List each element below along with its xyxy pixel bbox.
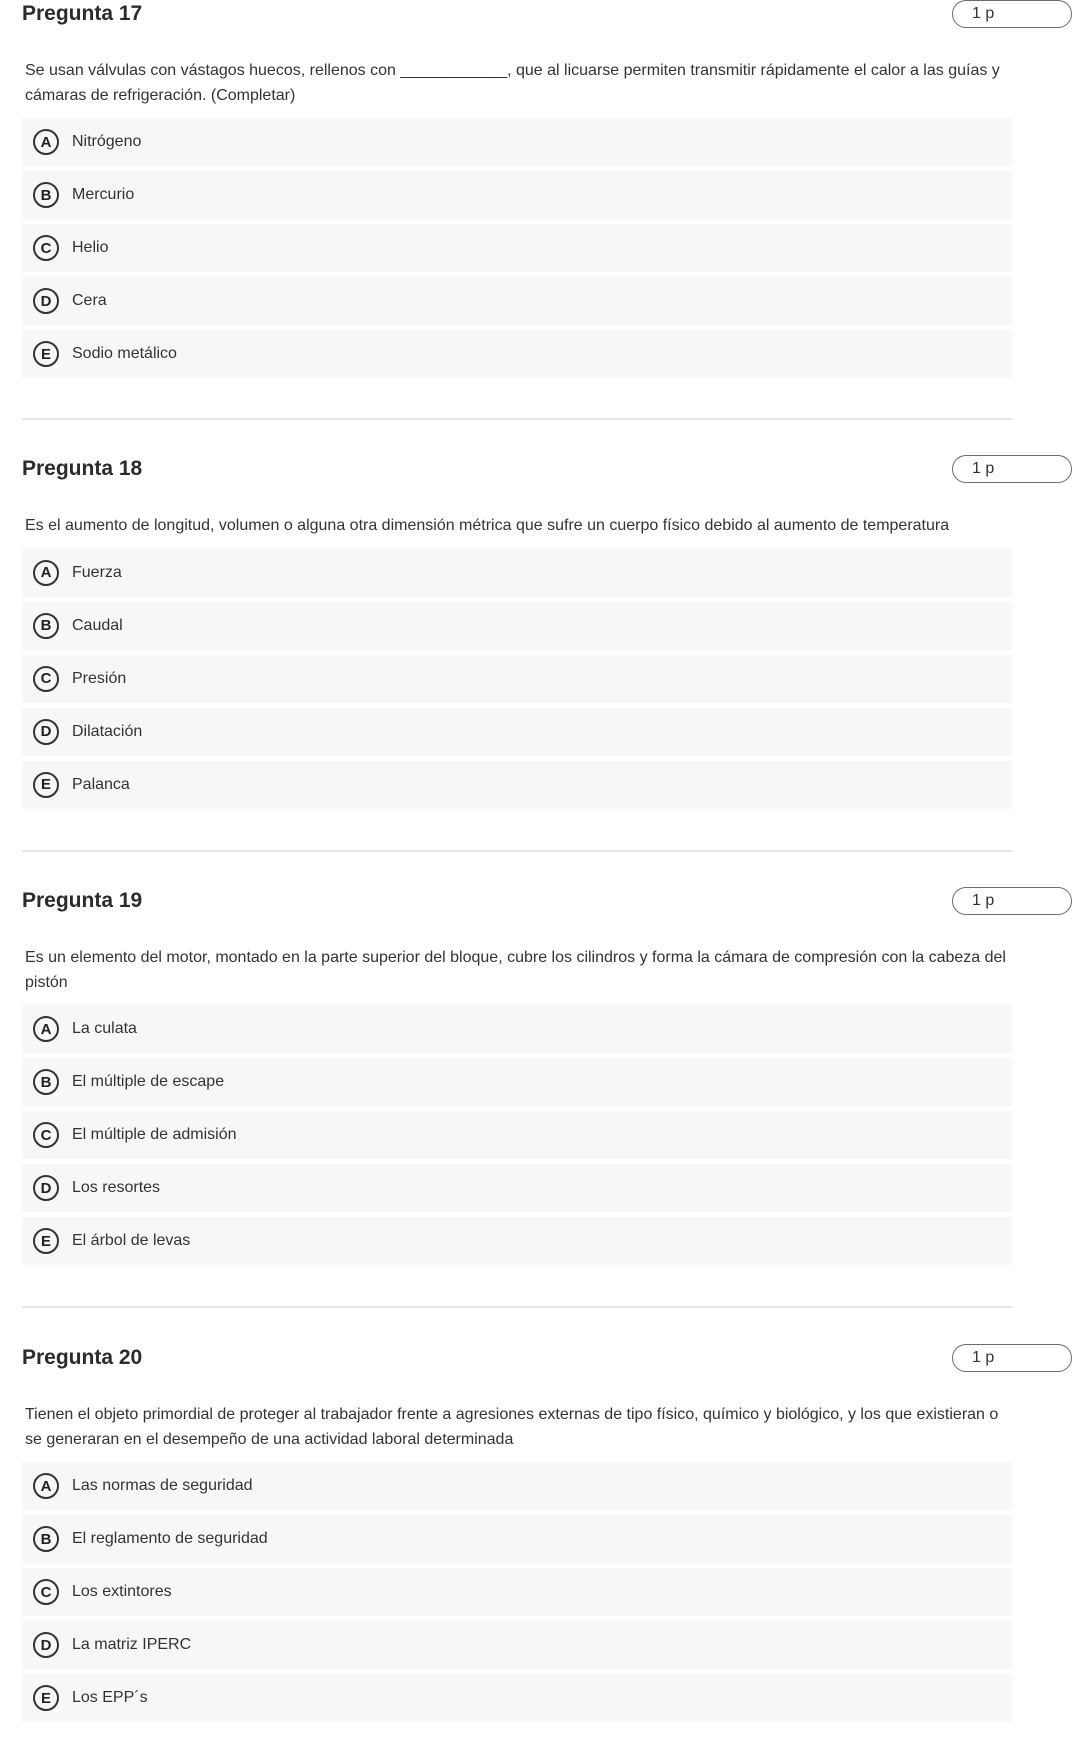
option-letter-badge: D	[33, 719, 59, 745]
question-title: Pregunta 18	[22, 457, 143, 480]
option-letter-badge: D	[33, 288, 59, 314]
option-letter-badge: B	[33, 1526, 59, 1552]
option-label: Helio	[72, 239, 109, 256]
option-label: El múltiple de admisión	[72, 1126, 237, 1143]
option-label: Nitrógeno	[72, 133, 142, 150]
option-label: Sodio metálico	[72, 345, 177, 362]
question-text: Se usan válvulas con vástagos huecos, rellenos con ____________, que al licuarse permiten transmitir rápidamente el calor a las guías y cámaras de refrigeración. (Completar)	[25, 62, 1000, 104]
option-b[interactable]	[22, 1058, 1012, 1106]
options-list	[22, 118, 1012, 378]
option-c[interactable]	[22, 1111, 1012, 1159]
option-letter-badge: C	[33, 1122, 59, 1148]
question-header	[22, 1344, 1012, 1374]
option-e[interactable]	[22, 761, 1012, 809]
option-a[interactable]	[22, 118, 1012, 166]
option-d[interactable]	[22, 1164, 1012, 1212]
options-list	[22, 1005, 1012, 1265]
points-badge: 1 p	[952, 455, 1072, 483]
option-d[interactable]	[22, 708, 1012, 756]
option-letter-badge: C	[33, 1579, 59, 1605]
option-label: Los EPP´s	[72, 1689, 148, 1706]
option-c[interactable]	[22, 1568, 1012, 1616]
option-letter-badge: C	[33, 666, 59, 692]
option-b[interactable]	[22, 171, 1012, 219]
option-letter-badge: A	[33, 560, 59, 586]
option-letter-badge: C	[33, 235, 59, 261]
section-divider	[22, 850, 1012, 852]
option-label: Presión	[72, 669, 127, 687]
option-label: Caudal	[72, 616, 123, 634]
option-letter-badge: B	[33, 182, 59, 208]
option-e[interactable]	[22, 1674, 1012, 1722]
points-badge: 1 p	[952, 887, 1072, 915]
option-letter-badge: A	[33, 129, 59, 155]
option-letter-badge: A	[33, 1016, 59, 1042]
option-b[interactable]	[22, 1515, 1012, 1563]
option-a[interactable]	[22, 1462, 1012, 1510]
option-letter-badge: B	[33, 613, 59, 639]
question-header	[22, 887, 1012, 917]
option-e[interactable]	[22, 1217, 1012, 1265]
question-title: Pregunta 19	[22, 889, 143, 912]
option-letter-badge: E	[33, 1685, 59, 1711]
question-text: Es el aumento de longitud, volumen o alguna otra dimensión métrica que sufre un cuerpo físico debido al aumento de temperatura	[25, 517, 950, 534]
option-label: El reglamento de seguridad	[72, 1530, 268, 1547]
option-letter-badge: E	[33, 341, 59, 367]
option-d[interactable]	[22, 277, 1012, 325]
option-d[interactable]	[22, 1621, 1012, 1669]
option-c[interactable]	[22, 224, 1012, 272]
option-label: El múltiple de escape	[72, 1073, 225, 1090]
question-20	[22, 1344, 1012, 1727]
question-18	[22, 455, 1012, 814]
option-label: Dilatación	[72, 722, 143, 740]
option-label: La culata	[72, 1020, 137, 1037]
option-c[interactable]	[22, 655, 1012, 703]
option-label: Fuerza	[72, 563, 122, 581]
section-divider	[22, 1306, 1012, 1308]
option-label: La matriz IPERC	[72, 1636, 192, 1653]
option-label: Los extintores	[72, 1583, 172, 1600]
question-19	[22, 887, 1012, 1270]
question-text: Tienen el objeto primordial de proteger al trabajador frente a agresiones externas de tipo físico, químico y biológico, y los que existieran o se generaran en el desempeño de una actividad laboral determinada	[25, 1406, 999, 1448]
options-list	[22, 549, 1012, 809]
option-label: El árbol de levas	[72, 1232, 191, 1249]
option-label: Cera	[72, 292, 107, 309]
question-17	[22, 0, 1012, 383]
option-label: Mercurio	[72, 186, 135, 203]
option-a[interactable]	[22, 549, 1012, 597]
question-title: Pregunta 20	[22, 1346, 143, 1369]
option-e[interactable]	[22, 330, 1012, 378]
question-header	[22, 455, 1012, 485]
question-text: Es un elemento del motor, montado en la parte superior del bloque, cubre los cilindros y forma la cámara de compresión con la cabeza del pistón	[25, 949, 1006, 991]
option-a[interactable]	[22, 1005, 1012, 1053]
question-header	[22, 0, 1012, 30]
section-divider	[22, 418, 1012, 420]
option-letter-badge: D	[33, 1632, 59, 1658]
option-label: Las normas de seguridad	[72, 1477, 253, 1494]
option-letter-badge: A	[33, 1473, 59, 1499]
option-letter-badge: E	[33, 1228, 59, 1254]
question-title: Pregunta 17	[22, 2, 143, 25]
option-label: Los resortes	[72, 1179, 161, 1196]
option-b[interactable]	[22, 602, 1012, 650]
points-badge: 1 p	[952, 1344, 1072, 1372]
option-letter-badge: D	[33, 1175, 59, 1201]
option-label: Palanca	[72, 775, 130, 793]
option-letter-badge: B	[33, 1069, 59, 1095]
points-badge: 1 p	[952, 0, 1072, 28]
option-letter-badge: E	[33, 772, 59, 798]
options-list	[22, 1462, 1012, 1722]
